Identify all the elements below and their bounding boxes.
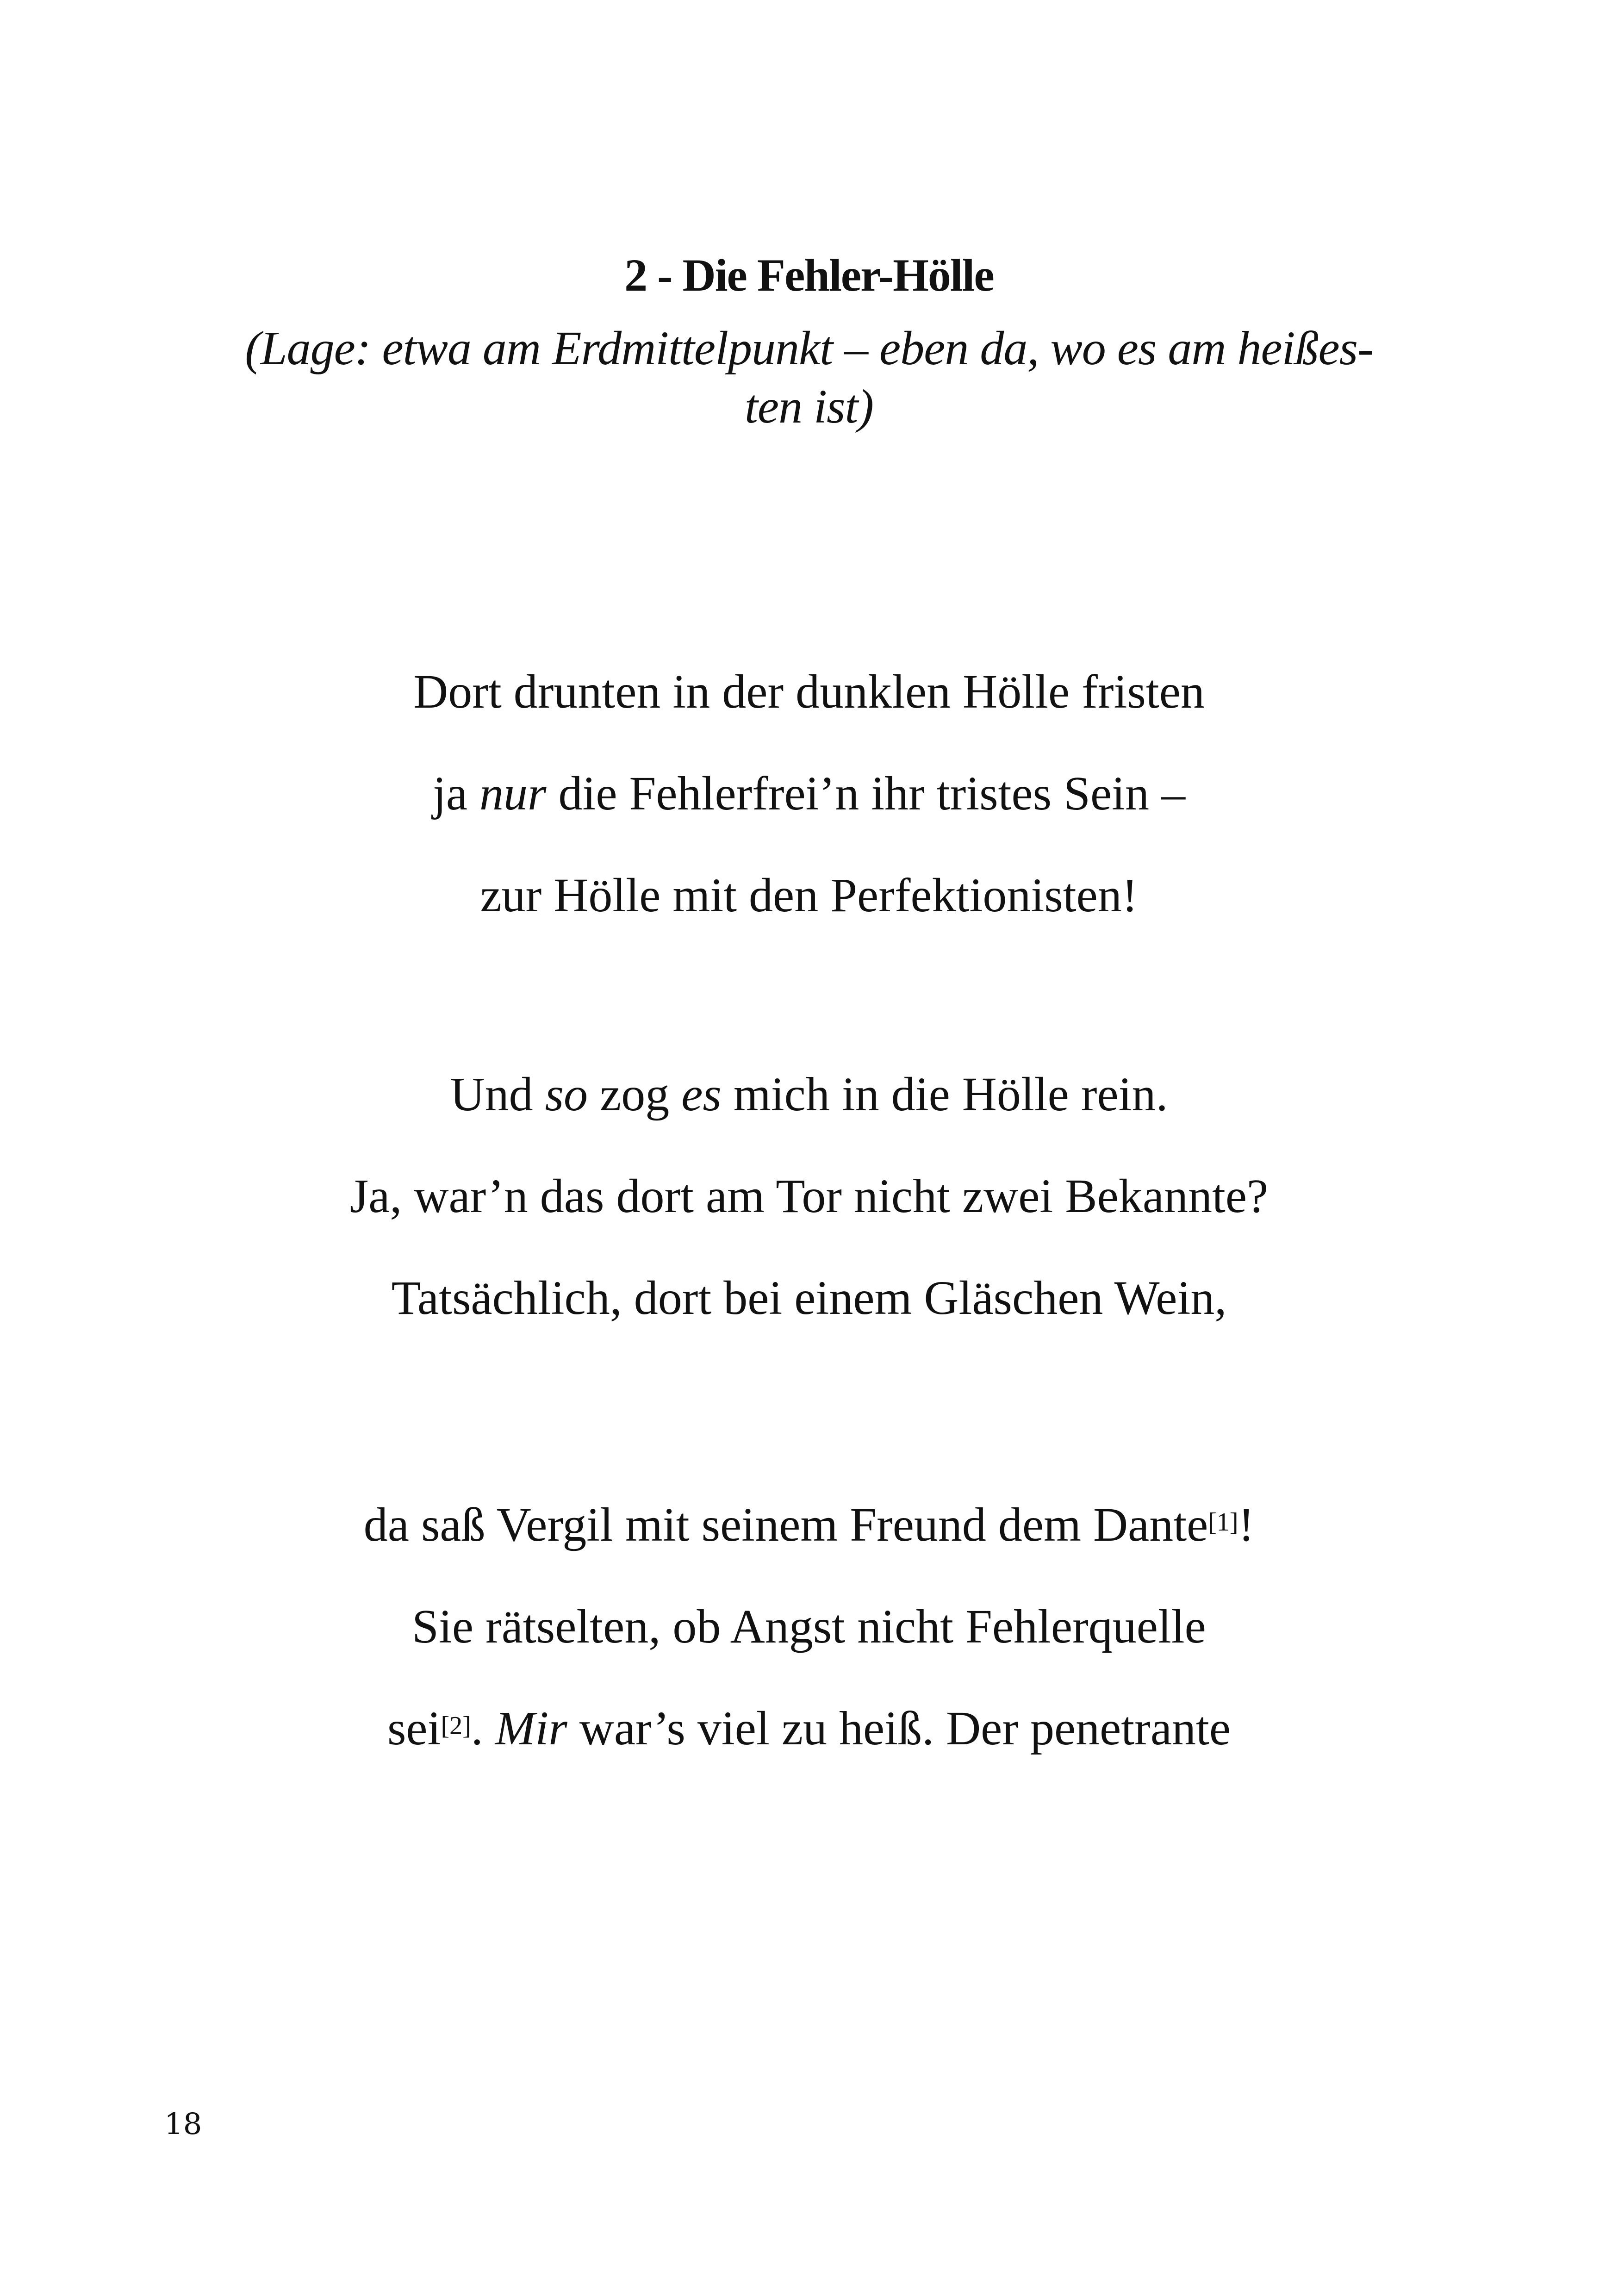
line-text: war’s viel zu heiß. Der penetrante [567, 1702, 1231, 1755]
poem-line [0, 1699, 1618, 1759]
emphasis-word: nur [479, 767, 547, 820]
subtitle-line-2: ten ist) [745, 380, 873, 433]
footnote-ref-2[interactable]: [2] [441, 1711, 471, 1740]
line-text: ! [1238, 1498, 1255, 1551]
poem-line: Tatsächlich, dort bei einem Gläschen Wein, [391, 1271, 1227, 1325]
poem-line [0, 1064, 1618, 1125]
page-number: 18 [164, 2107, 202, 2141]
poem-line [0, 1495, 1618, 1555]
footnote-ref-1[interactable]: [1] [1208, 1508, 1238, 1537]
emphasis-word: es [681, 1068, 722, 1121]
chapter-subtitle [222, 319, 1396, 436]
poem-line: Sie rätselten, ob Angst nicht Fehlerquelle [412, 1600, 1206, 1653]
line-text: die Fehlerfrei’n ihr tristes Sein – [546, 767, 1186, 820]
emphasis-word: Mir [495, 1702, 567, 1755]
line-text: Und [450, 1068, 545, 1121]
emphasis-word: so [545, 1068, 588, 1121]
poem-line [0, 764, 1618, 824]
line-text: da saß Vergil mit seinem Freund dem Dante [363, 1498, 1208, 1551]
poem-line: Dort drunten in der dunklen Hölle fristen [413, 665, 1205, 718]
poem-line: Ja, war’n das dort am Tor nicht zwei Bekannte? [349, 1170, 1269, 1223]
line-text: . [471, 1702, 495, 1755]
line-text: zog [588, 1068, 682, 1121]
chapter-title: 2 - Die Fehler-Hölle [624, 249, 994, 301]
subtitle-line-1: (Lage: etwa am Erdmittelpunkt – eben da, wo es am heißes- [245, 322, 1373, 375]
poem-line: zur Hölle mit den Perfektionisten! [480, 869, 1138, 922]
line-text: mich in die Hölle rein. [721, 1068, 1168, 1121]
line-text: ja [432, 767, 480, 820]
line-text: sei [387, 1702, 441, 1755]
